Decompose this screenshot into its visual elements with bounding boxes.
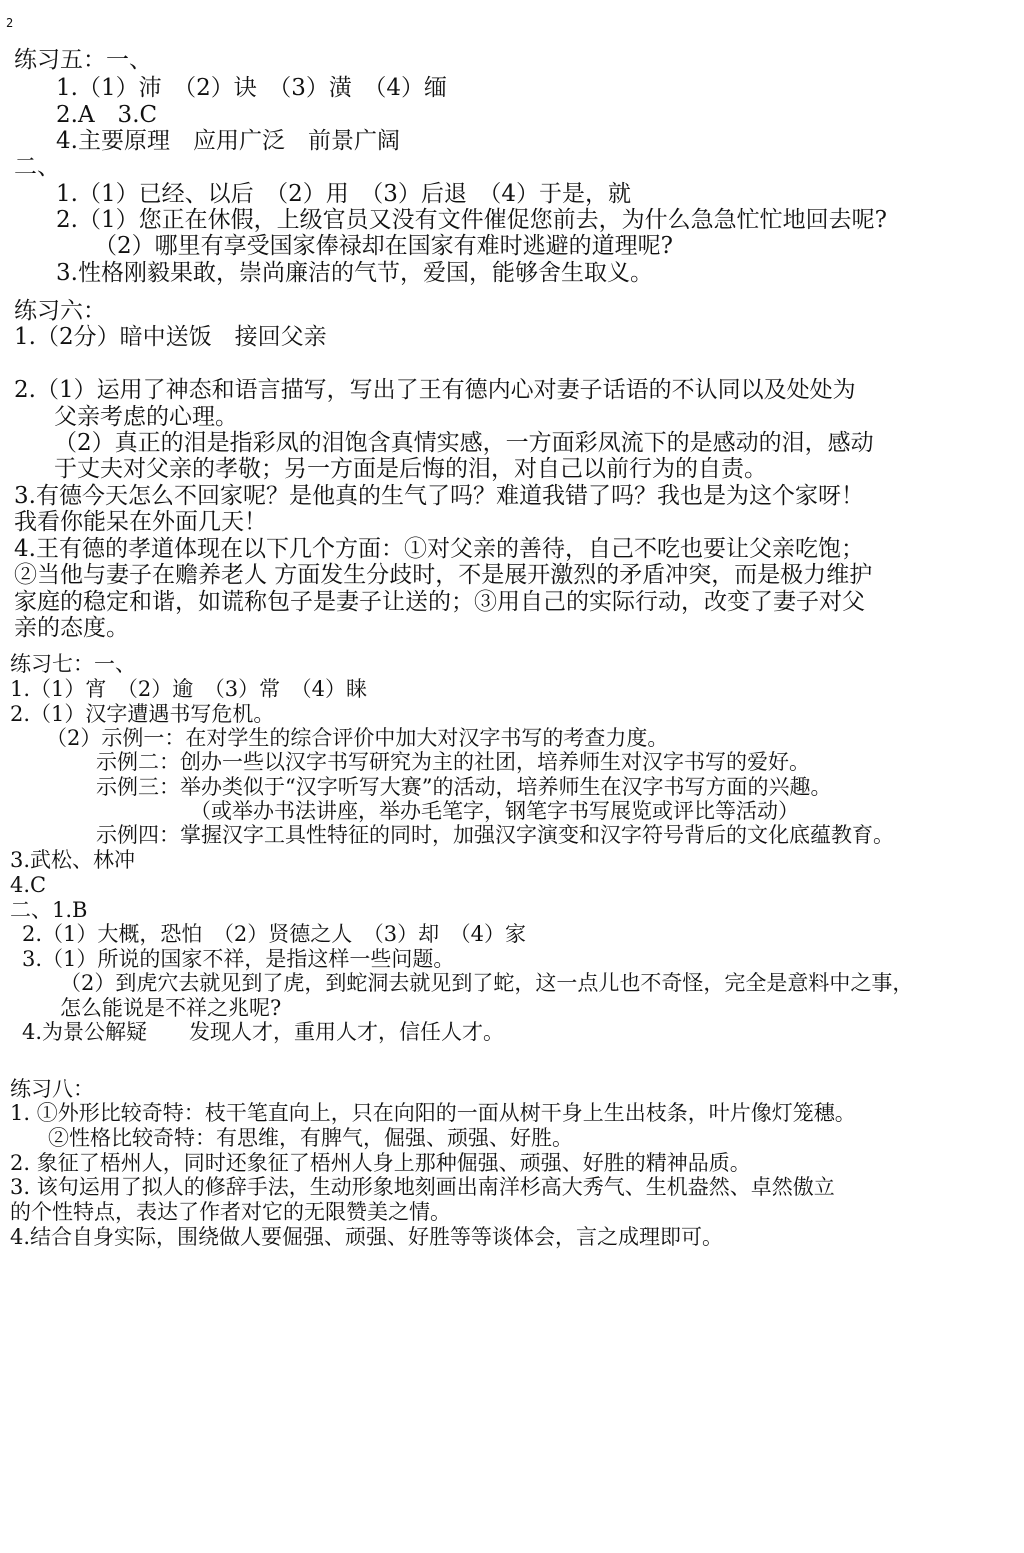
- section-heading: 二、1.B: [10, 898, 88, 922]
- answer-line: （2）到虎穴去就见到了虎，到蛇洞去就见到了蛇，这一点儿也不奇怪，完全是意料中之事，: [60, 971, 914, 995]
- answer-line: ②当他与妻子在赡养老人 方面发生分歧时，不是展开激烈的矛盾冲突，而是极力维护: [14, 562, 873, 588]
- answer-line: 4.王有德的孝道体现在以下几个方面：①对父亲的善待，自己不吃也要让父亲吃饱；: [14, 536, 864, 562]
- answer-line: 4.为景公解疑 发现人才，重用人才，信任人才。: [22, 1020, 505, 1044]
- exercise-6-heading: 练习六：: [14, 298, 106, 324]
- answer-line: 怎么能说是不祥之兆呢?: [60, 996, 282, 1020]
- answer-line: 家庭的稳定和谐，如谎称包子是妻子让送的；③用自己的实际行动，改变了妻子对父: [14, 589, 865, 615]
- exercise-5-heading: 练习五：一、: [14, 47, 152, 73]
- answer-line: 2.（1）大概，恐怕 （2）贤德之人 （3）却 （4）家: [22, 922, 526, 946]
- answer-line: 1.（1）宵 （2）逾 （3）常 （4）睐: [10, 677, 367, 701]
- answer-line: 我看你能呆在外面几天！: [14, 509, 267, 535]
- answer-line: 2.（1）汉字遭遇书写危机。: [10, 702, 275, 726]
- answer-line: 1.（2分）暗中送饭 接回父亲: [14, 324, 327, 350]
- answer-line: ②性格比较奇特：有思维，有脾气，倔强、顽强、好胜。: [48, 1126, 573, 1150]
- page-number: 2: [6, 16, 14, 30]
- answer-line: 2.A 3.C: [56, 102, 158, 128]
- answer-line: 的个性特点，表达了作者对它的无限赞美之情。: [10, 1200, 451, 1224]
- exercise-7-heading: 练习七：一、: [10, 652, 136, 676]
- exercise-8-heading: 练习八：: [10, 1077, 94, 1101]
- answer-line: 3.性格刚毅果敢，崇尚廉洁的气节，爱国，能够舍生取义。: [56, 260, 653, 286]
- answer-line: 示例四：掌握汉字工具性特征的同时，加强汉字演变和汉字符号背后的文化底蕴教育。: [96, 823, 894, 847]
- answer-line: （2）真正的泪是指彩凤的泪饱含真情实感，一方面彩凤流下的是感动的泪，感动: [54, 430, 874, 456]
- answer-line: 2. 象征了梧州人，同时还象征了梧州人身上那种倔强、顽强、好胜的精神品质。: [10, 1151, 751, 1175]
- answer-line: 4.C: [10, 873, 47, 897]
- answer-line: 亲的态度。: [14, 615, 129, 641]
- answer-line: 3. 该句运用了拟人的修辞手法，生动形象地刻画出南洋杉高大秀气、生机盎然、卓然傲立: [10, 1175, 835, 1199]
- answer-line: （2）哪里有享受国家俸禄却在国家有难时逃避的道理呢?: [94, 233, 673, 259]
- answer-line: 1.（1）沛 （2）诀 （3）潢 （4）缅: [56, 75, 447, 101]
- answer-line: 3.武松、林冲: [10, 848, 136, 872]
- answer-line: 4.结合自身实际，围绕做人要倔强、顽强、好胜等等谈体会，言之成理即可。: [10, 1225, 724, 1249]
- answer-line: 1.（1）已经、以后 （2）用 （3）后退 （4）于是，就: [56, 181, 631, 207]
- answer-line: 1. ①外形比较奇特：枝干笔直向上，只在向阳的一面从树干身上生出枝条，叶片像灯笼穗。: [10, 1101, 856, 1125]
- answer-line: 示例三：举办类似于“汉字听写大赛”的活动，培养师生在汉字书写方面的兴趣。: [96, 775, 832, 799]
- answer-line: 父亲考虑的心理。: [54, 404, 238, 430]
- section-heading: 二、: [14, 154, 60, 180]
- answer-line: 2.（1）您正在休假，上级官员又没有文件催促您前去，为什么急急忙忙地回去呢?: [56, 207, 887, 233]
- answer-line: （或举办书法讲座，举办毛笔字，钢笔字书写展览或评比等活动）: [190, 799, 799, 823]
- answer-line: 于丈夫对父亲的孝敬；另一方面是后悔的泪，对自己以前行为的自责。: [54, 456, 767, 482]
- answer-line: （2）示例一：在对学生的综合评价中加大对汉字书写的考查力度。: [46, 726, 669, 750]
- answer-line: 示例二：创办一些以汉字书写研究为主的社团，培养师生对汉字书写的爱好。: [96, 750, 810, 774]
- answer-line: 3.（1）所说的国家不祥，是指这样一些问题。: [22, 947, 455, 971]
- answer-line: 3.有德今天怎么不回家呢？是他真的生气了吗？难道我错了吗？我也是为这个家呀！: [14, 483, 864, 509]
- answer-line: 4.主要原理 应用广泛 前景广阔: [56, 128, 400, 154]
- answer-line: 2.（1）运用了神态和语言描写，写出了王有德内心对妻子话语的不认同以及处处为: [14, 377, 856, 403]
